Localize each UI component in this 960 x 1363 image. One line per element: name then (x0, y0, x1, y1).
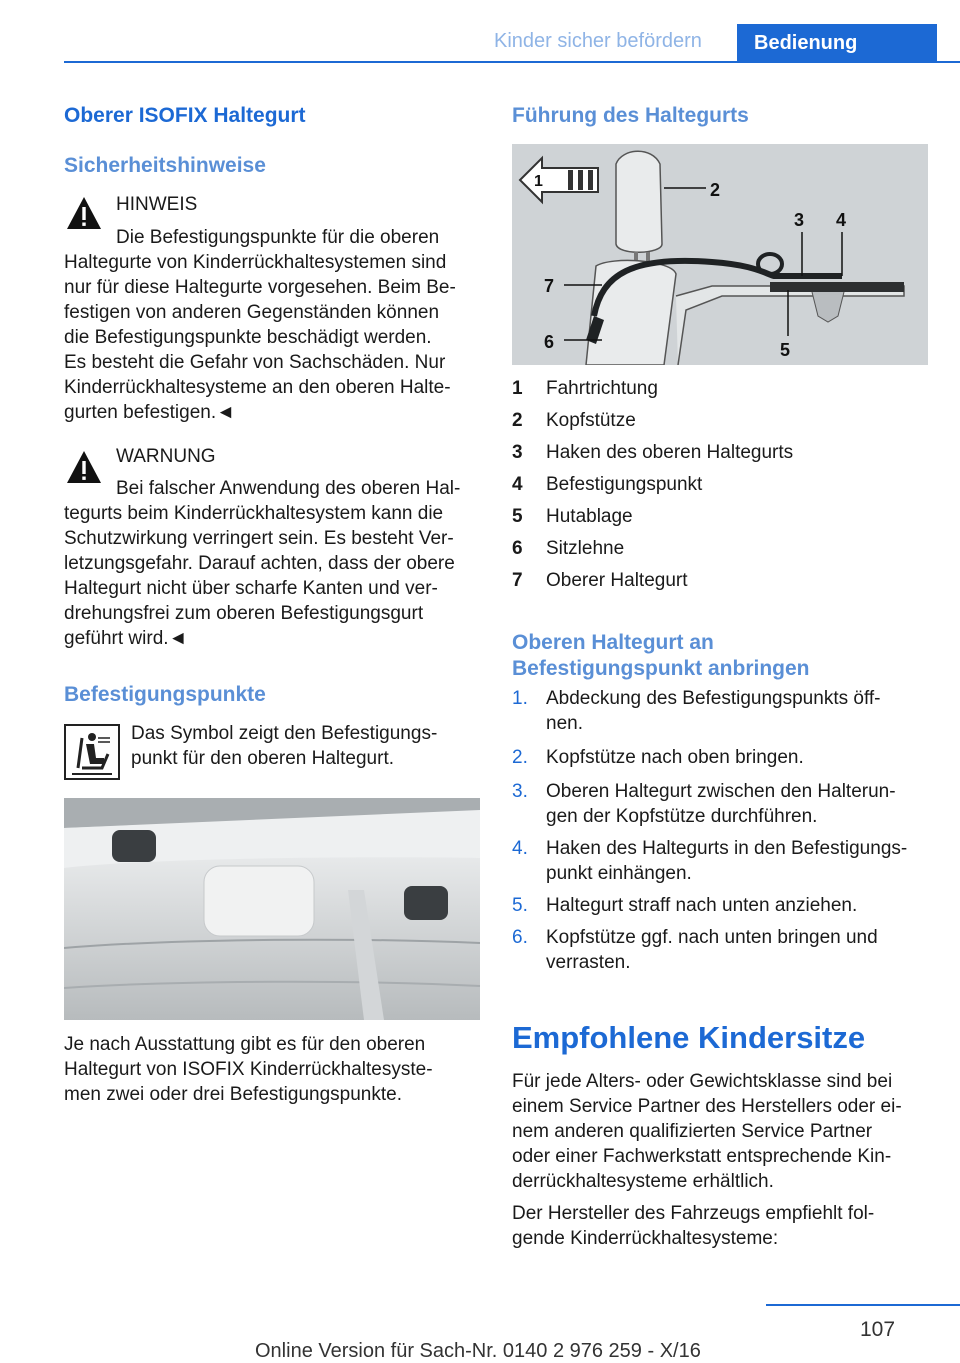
step-text-line: verrasten. (546, 952, 631, 973)
attach-heading-line: Oberen Haltegurt an (512, 631, 714, 654)
diagram-label-7: 7 (544, 276, 555, 296)
step-text-line: punkt einhängen. (546, 863, 692, 884)
notice-text-line: die Befestigungspunkte beschädigt werden. (64, 327, 432, 348)
header-section-tab: Kinder sicher befördern (494, 30, 702, 52)
safety-heading: Sicherheitshinweise (64, 154, 266, 177)
step-text-line: nen. (546, 713, 583, 734)
notice-text-line: nur für diese Haltegurte vorgesehen. Beim Be‐ (64, 277, 456, 298)
photo-caption-line: Je nach Ausstattung gibt es für den oberen (64, 1034, 426, 1055)
step-number: 3. (512, 781, 528, 802)
seats-text-line: Für jede Alters- oder Gewichtsklasse sind bei (512, 1071, 893, 1092)
section-title: Oberer ISOFIX Haltegurt (64, 104, 306, 127)
notice-label: HINWEIS (116, 194, 198, 215)
diagram-label-3: 3 (794, 210, 805, 230)
diagram-label-2: 2 (710, 180, 721, 200)
seats-text-line: einem Service Partner des Herstellers oder ei‐ (512, 1096, 902, 1117)
legend-number: 6 (512, 538, 523, 559)
legend-number: 4 (512, 474, 523, 495)
legend-text: Haken des oberen Haltegurts (546, 442, 794, 463)
anchor-text-line: punkt für den oberen Haltegurt. (131, 748, 395, 769)
warning-text-line: Schutzwirkung verringert sein. Es besteht Ver‐ (64, 528, 454, 549)
legend-number: 1 (512, 378, 523, 399)
notice-text-line: Kinderrückhaltesysteme an den oberen Halte‐ (64, 377, 451, 398)
seats-text-line: oder einer Fachwerkstatt entsprechende Kin‐ (512, 1146, 892, 1167)
header-chapter-tab (737, 24, 937, 63)
step-number: 5. (512, 895, 528, 916)
warning-text-line: drehungsfrei zum oberen Befestigungsgurt (64, 603, 424, 624)
photo-caption-line: men zwei oder drei Befestigungspunkte. (64, 1084, 402, 1105)
legend-text: Befestigungspunkt (546, 474, 703, 495)
step-text-line: Kopfstütze nach oben bringen. (546, 747, 804, 768)
warning-text-line: geführt wird.◄ (64, 628, 188, 649)
anchor-text-line: Das Symbol zeigt den Befestigungs‐ (131, 723, 438, 744)
warning-text-line: Bei falscher Anwendung des oberen Hal‐ (116, 478, 461, 499)
notice-text-line: Haltegurte von Kinderrückhaltesystemen sind (64, 252, 447, 273)
chapter-label: Bedienung (754, 32, 858, 54)
warning-label: WARNUNG (116, 446, 216, 467)
page-number: 107 (860, 1318, 896, 1341)
legend-number: 5 (512, 506, 523, 527)
step-number: 2. (512, 747, 528, 768)
diagram-label-5: 5 (780, 340, 791, 360)
step-text-line: Haken des Haltegurts in den Befestigungs‐ (546, 838, 908, 859)
legend-text: Hutablage (546, 506, 633, 527)
footer-rule (766, 1304, 960, 1306)
diagram-label-4: 4 (836, 210, 847, 230)
notice-text-line: gurten befestigen.◄ (64, 402, 235, 423)
warning-triangle-icon (66, 196, 102, 230)
notice-text-line: Es besteht die Gefahr von Sachschäden. Nur (64, 352, 446, 373)
legend-number: 7 (512, 570, 523, 591)
seats-text-line: nem anderen qualifizierten Service Partner (512, 1121, 873, 1142)
step-text-line: Oberen Haltegurt zwischen den Halterun‐ (546, 781, 896, 802)
legend-number: 2 (512, 410, 523, 431)
legend-number: 3 (512, 442, 523, 463)
step-number: 4. (512, 838, 528, 859)
anchor-heading: Befestigungspunkte (64, 683, 266, 706)
seats-text-line: Der Hersteller des Fahrzeugs empfiehlt fol‐ (512, 1203, 875, 1224)
legend-text: Kopfstütze (546, 410, 636, 431)
diagram-label-1: 1 (534, 173, 543, 190)
notice-text-line: festigen von anderen Gegenständen können (64, 302, 440, 323)
rear-seat-photo (64, 798, 480, 1020)
warning-text-line: tegurts beim Kinderrückhaltesystem kann die (64, 503, 444, 524)
warning-triangle-icon (66, 450, 102, 484)
legend-text: Sitzlehne (546, 538, 625, 559)
step-text-line: gen der Kopfstütze durchführen. (546, 806, 818, 827)
warning-text-line: Haltegurt nicht über scharfe Kanten und ver‐ (64, 578, 438, 599)
photo-caption-line: Haltegurt von ISOFIX Kinderrückhaltesyste‐ (64, 1059, 433, 1080)
version-footer: Online Version für Sach-Nr. 0140 2 976 259 - X/16 (255, 1340, 701, 1362)
diagram-label-6: 6 (544, 332, 555, 352)
step-number: 6. (512, 927, 528, 948)
notice-text-line: Die Befestigungspunkte für die oberen (116, 227, 440, 248)
seats-heading: Empfohlene Kindersitze (512, 1020, 866, 1055)
child-seat-anchor-icon (64, 724, 120, 780)
step-number: 1. (512, 688, 528, 709)
routing-heading: Führung des Haltegurts (512, 104, 749, 127)
header-rule (64, 61, 960, 63)
step-text-line: Kopfstütze ggf. nach unten bringen und (546, 927, 878, 948)
seats-text-line: derrückhaltesysteme erhältlich. (512, 1171, 774, 1192)
step-text-line: Abdeckung des Befestigungspunkts öff‐ (546, 688, 881, 709)
attach-heading-line: Befestigungspunkt anbringen (512, 657, 810, 680)
warning-text-line: letzungsgefahr. Darauf achten, dass der obere (64, 553, 455, 574)
seats-text-line: gende Kinderrückhaltesysteme: (512, 1228, 779, 1249)
legend-text: Fahrtrichtung (546, 378, 658, 399)
tether-routing-diagram (512, 144, 928, 365)
step-text-line: Haltegurt straff nach unten anziehen. (546, 895, 858, 916)
legend-text: Oberer Haltegurt (546, 570, 688, 591)
